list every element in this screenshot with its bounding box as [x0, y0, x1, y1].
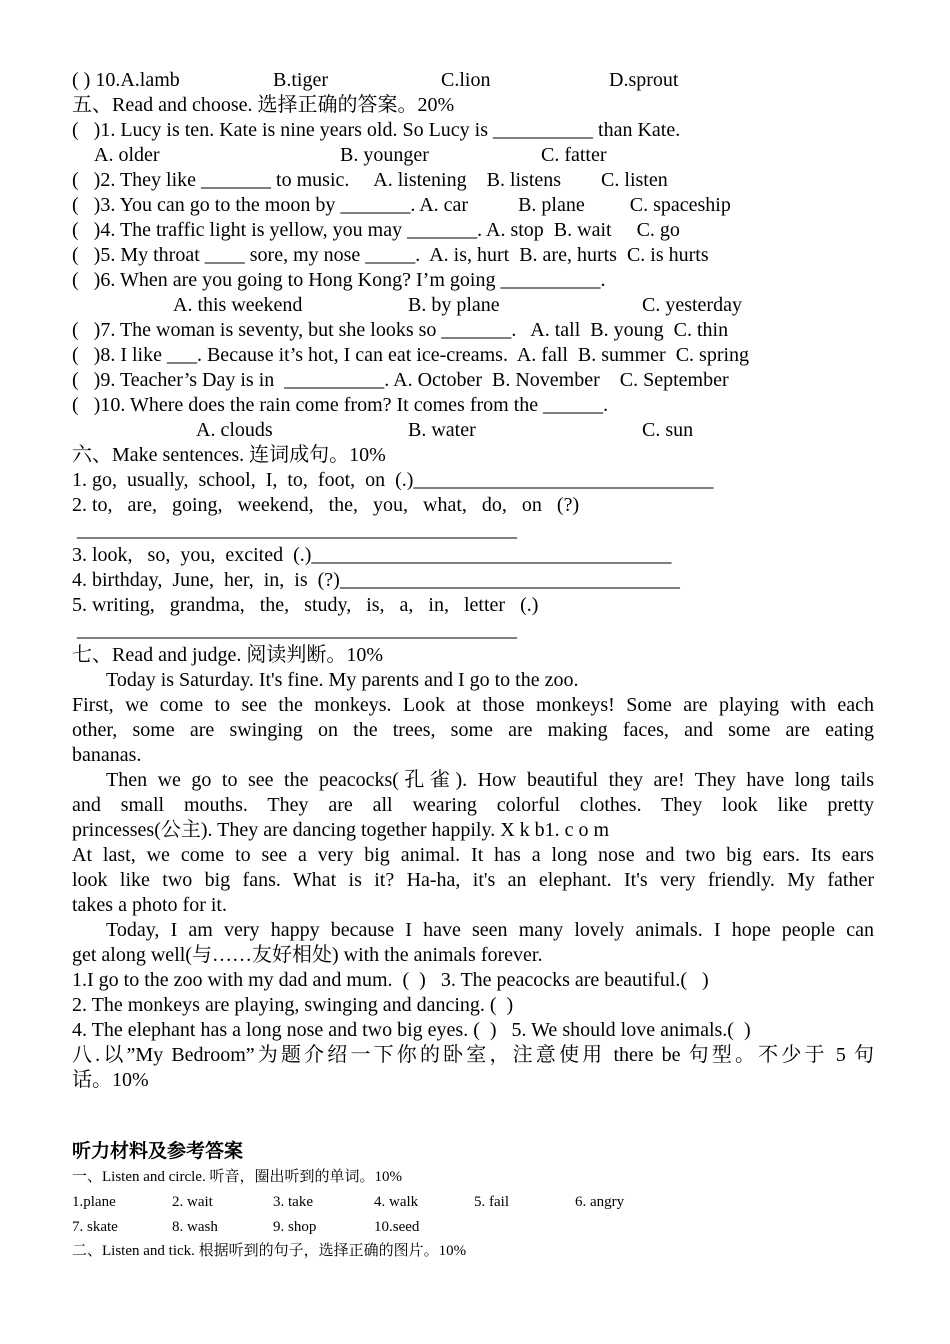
sec5-q6-opt-c: C. yesterday: [642, 294, 742, 316]
sec5-q7: ( )7. The woman is seventy, but she looks so _______. A. tall B. young C. thin: [72, 319, 729, 341]
sec6-s5-answer-line: ____________________________________________: [72, 619, 517, 641]
sec5-q10-opt-b: B. water: [408, 419, 476, 441]
answer-item: 3. take: [273, 1194, 313, 1210]
answers-sub2: 二、Listen and tick. 根据听到的句子，选择正确的图片。10%: [72, 1243, 467, 1259]
answer-item: 4. walk: [374, 1194, 419, 1210]
passage-p4-line3: takes a photo for it.: [72, 894, 227, 916]
sec5-q1-opt-b: B. younger: [340, 144, 429, 166]
section8-line1: 八.以”My Bedroom”为题介绍一下你的卧室，注意使用 there be 句型。不少于 5 句: [72, 1044, 874, 1066]
answer-item: 1.plane: [72, 1194, 116, 1210]
sec5-q5: ( )5. My throat ____ sore, my nose _____. A. is, hurt B. are, hurts C. is hurts: [72, 244, 709, 266]
sec5-q1-opt-a: A. older: [94, 144, 160, 166]
passage-p5-line1: Today, I am very happy because I have seen many lovely animals. I hope people can: [106, 919, 874, 941]
passage-p3-line3: princesses(公主). They are dancing together happily. X k b1. c o m: [72, 819, 610, 841]
sec5-q8: ( )8. I like ___. Because it’s hot, I can eat ice-creams. A. fall B. summer C. spring: [72, 344, 750, 366]
section5-heading: 五、Read and choose. 选择正确的答案。20%: [72, 94, 455, 116]
sec5-q9: ( )9. Teacher’s Day is in __________. A. October B. November C. September: [72, 369, 729, 391]
section7-heading: 七、Read and judge. 阅读判断。10%: [72, 644, 384, 666]
sec5-q1: ( )1. Lucy is ten. Kate is nine years old. So Lucy is __________ than Kate.: [72, 119, 681, 141]
passage-p3-line2: and small mouths. They are all wearing colorful clothes. They look like pretty: [72, 794, 874, 816]
sec5-q10-opt-c: C. sun: [642, 419, 694, 441]
answer-item: 5. fail: [474, 1194, 509, 1210]
section8-line2: 话。10%: [72, 1069, 149, 1091]
judge-line2: 2. The monkeys are playing, swinging and dancing. ( ): [72, 994, 514, 1016]
answers-heading: 听力材料及参考答案: [72, 1140, 244, 1162]
answer-item: 10.seed: [374, 1219, 420, 1235]
passage-p3-line1: Then we go to see the peacocks(孔雀). How beautiful they are! They have long tails: [106, 769, 874, 791]
sec6-s2-answer-line: ____________________________________________: [72, 519, 517, 541]
passage-p2-line3: bananas.: [72, 744, 142, 766]
sec5-q10: ( )10. Where does the rain come from? It comes from the ______.: [72, 394, 609, 416]
passage-p4-line2: look like two big fans. What is it? Ha-ha, it's an elephant. It's very friendly. My father: [72, 869, 874, 891]
answers-sub1: 一、Listen and circle. 听音，圈出听到的单词。10%: [72, 1169, 402, 1185]
q4-10-option-c: C.lion: [441, 69, 491, 91]
judge-line1: 1.I go to the zoo with my dad and mum. ( ) 3. The peacocks are beautiful.( ): [72, 969, 709, 991]
passage-p5-line2: get along well(与……友好相处) with the animals forever.: [72, 944, 543, 966]
sec5-q6: ( )6. When are you going to Hong Kong? I’m going __________.: [72, 269, 606, 291]
sec5-q3: ( )3. You can go to the moon by _______. A. car B. plane C. spaceship: [72, 194, 731, 216]
answer-item: 7. skate: [72, 1219, 118, 1235]
sec6-s4: 4. birthday, June, her, in, is (?)__________________________________: [72, 569, 680, 591]
sec5-q1-opt-c: C. fatter: [541, 144, 607, 166]
passage-p2-line2: other, some are swinging on the trees, some are making faces, and some are eating: [72, 719, 874, 741]
answer-item: 2. wait: [172, 1194, 213, 1210]
sec5-q6-opt-b: B. by plane: [408, 294, 500, 316]
q4-10-option-b: B.tiger: [273, 69, 328, 91]
sec5-q6-opt-a: A. this weekend: [173, 294, 303, 316]
passage-p1: Today is Saturday. It's fine. My parents and I go to the zoo.: [106, 669, 579, 691]
sec6-s3: 3. look, so, you, excited (.)____________________________________: [72, 544, 672, 566]
sec6-s1: 1. go, usually, school, I, to, foot, on (.)______________________________: [72, 469, 714, 491]
sec5-q10-opt-a: A. clouds: [196, 419, 273, 441]
judge-line3: 4. The elephant has a long nose and two big eyes. ( ) 5. We should love animals.( ): [72, 1019, 751, 1041]
sec5-q2: ( )2. They like _______ to music. A. listening B. listens C. listen: [72, 169, 668, 191]
sec5-q4: ( )4. The traffic light is yellow, you may _______. A. stop B. wait C. go: [72, 219, 680, 241]
sec6-s2: 2. to, are, going, weekend, the, you, what, do, on (?): [72, 494, 580, 516]
q4-10-option-d: D.sprout: [609, 69, 679, 91]
section6-heading: 六、Make sentences. 连词成句。10%: [72, 444, 386, 466]
answer-item: 8. wash: [172, 1219, 218, 1235]
passage-p2-line1: First, we come to see the monkeys. Look at those monkeys! Some are playing with each: [72, 694, 874, 716]
passage-p4-line1: At last, we come to see a very big animal. It has a long nose and two big ears. Its ears: [72, 844, 874, 866]
sec6-s5: 5. writing, grandma, the, study, is, a, in, letter (.): [72, 594, 539, 616]
answer-item: 9. shop: [273, 1219, 317, 1235]
q4-10-number: ( ) 10.A.lamb: [72, 69, 180, 91]
answer-item: 6. angry: [575, 1194, 625, 1210]
